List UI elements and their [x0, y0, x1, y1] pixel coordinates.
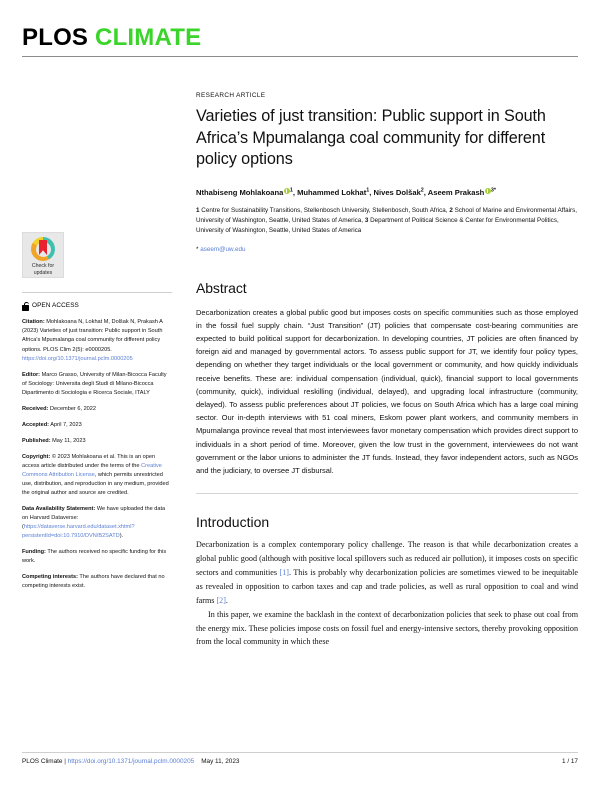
article-type-kicker: RESEARCH ARTICLE — [196, 92, 266, 99]
open-lock-icon — [22, 302, 29, 311]
crossmark-ring-icon — [31, 237, 55, 261]
accepted-block — [22, 421, 172, 430]
accepted-label: Accepted: — [22, 421, 50, 428]
copyright-text-b: , which permits unrestricted use, distribution, and reproduction in any medium, provided the original author and source are credited. — [22, 471, 169, 497]
author-affil-marker-1: 1 — [289, 187, 293, 194]
intro-p1-part-b: . This is probably why decarbonization policies are sometimes viewed to be inequitable as revealed in opposition to carbon taxes and cap and trade policies, as well as rural opposition to coal and wind farms — [196, 567, 579, 605]
affiliation-text-1: Centre for Sustainability Transitions, Stellenbosch University, Stellenbosch, South Africa, — [201, 207, 448, 215]
corresponding-author — [196, 246, 578, 253]
license-link[interactable]: Creative Commons Attribution License — [22, 462, 162, 478]
funding-label: Funding: — [22, 549, 46, 556]
funding-text: The authors received no specific funding for this work. — [22, 549, 167, 565]
published-label: Published: — [22, 437, 51, 444]
orcid-icon[interactable] — [485, 188, 491, 194]
affiliation-text-3: Department of Political Science & Center for Environmental Politics, University of Washington, Seattle, United States of America — [196, 217, 559, 235]
competing-interests-text: The authors have declared that no competing interests exist. — [22, 574, 165, 590]
affiliations — [196, 206, 578, 237]
accepted-value: April 7, 2023 — [49, 421, 82, 428]
metadata-sidebar — [22, 232, 172, 599]
citation-label: Citation: — [22, 319, 45, 326]
funding-block — [22, 548, 172, 566]
copyright-text-a: © 2023 Mohlakoana et al. This is an open access article distributed under the terms of the — [22, 453, 156, 469]
intro-paragraph-1 — [196, 538, 578, 608]
copyright-label: Copyright: — [22, 453, 51, 460]
masthead-divider — [22, 56, 578, 57]
author-name-4[interactable]: Aseem Prakash — [427, 188, 485, 198]
editor-block — [22, 371, 172, 398]
crossmark-badge[interactable] — [22, 232, 64, 278]
corresponding-star: * — [196, 245, 199, 253]
author-list: Nthabiseng Mohlakoana $^1$, Muhammed Lokhat$^1$, Nives Dolšak$^2$, Aseem Prakash $^{3*}$ — [196, 187, 496, 198]
data-availability-text-a: We have uploaded the data on Harvard Dataverse:( — [22, 506, 166, 531]
editor-label: Editor: — [22, 371, 41, 378]
footer-divider — [22, 752, 578, 753]
introduction-text — [196, 538, 578, 649]
footer-journal-name: PLOS Climate — [22, 758, 63, 765]
author-name-2[interactable]: Muhammed Lokhat — [297, 188, 367, 198]
published-value: May 11, 2023 — [50, 437, 86, 444]
page-footer — [22, 752, 578, 765]
sidebar-divider — [22, 292, 172, 293]
logo-plos-text: PLOS — [22, 24, 89, 51]
citation-block — [22, 318, 172, 363]
page-title: Varieties of just transition: Public support in South Africa’s Mpumalanga coal community for different policy options — [196, 107, 546, 169]
abstract-text: Decarbonization creates a global public good but imposes costs on specific communities such as those employed in the fossil fuel supply chain. “Just Transition” (JT) policies that compensate cost-bearing communities are expected to build political support for decarbonization. In developing countries, JT policies are often financed by foreign aid and managed by governmental actors. To assess public support for JT, we identify four policy types, depending on whether they target individuals or the local government or community, and how quickly individuals receive benefits. These are: individual compensation (individual, quick), financial support to local governments (community, quick), individual reskilling (individual, delayed), and upgrading local infrastructure (community, delayed). To assess public preferences about JT policies, we focus on South Africa which has a large coal mining sector. Our in-depth interviews with 51 coal miners, Eskom power plant workers, and community members in Mpumalanga province reveal that most interviewees favor monetary compensation which provides direct support to individuals in a short period of time. Moreover, given the low trust in the government, interviewees do not want government or the labor unions to administer the JT funds. Instead, they favor independent actors, such as NGOs and the judiciary, to oversee JT disbursal. — [196, 307, 578, 475]
published-block — [22, 437, 172, 446]
author-affil-marker-3: 2 — [420, 187, 424, 194]
orcid-icon[interactable] — [284, 188, 290, 194]
citation-text: Mohlakoana N, Lokhat M, Dolšak N, Prakash A (2023) Varieties of just transition: Public support in South Africa’s Mpumalanga coal community for different policy options. PLOS Clim 2(5): e0000205. — [22, 319, 163, 353]
data-availability-block — [22, 505, 172, 541]
received-value: December 6, 2022 — [48, 405, 97, 412]
reference-link-2[interactable]: [2] — [216, 595, 226, 605]
author-affil-marker-2: 1 — [366, 187, 370, 194]
footer-separator: | — [62, 758, 68, 765]
received-block — [22, 405, 172, 414]
plos-climate-logo[interactable] — [22, 26, 578, 50]
footer-doi-link[interactable]: https://doi.org/10.1371/journal.pclm.0000205 — [67, 758, 195, 765]
corresponding-email-link[interactable]: aseem@uw.edu — [200, 245, 246, 253]
open-access-badge — [22, 301, 172, 311]
intro-paragraph-2: In this paper, we examine the backlash in the context of decarbonization policies that seek to phase out coal from the energy mix. These policies impose costs on fossil fuel and energy-intensive sectors, thereby provoking opposition from the local community in which these — [196, 609, 578, 647]
logo-climate-text: CLIMATE — [95, 24, 202, 51]
abstract-heading: Abstract — [196, 279, 247, 296]
author-name-3[interactable]: Nives Dolšak — [373, 188, 421, 198]
abstract-divider — [196, 493, 578, 494]
footer-citation — [22, 758, 239, 765]
received-label: Received: — [22, 405, 49, 412]
intro-p1-part-c: . — [225, 595, 228, 605]
crossmark-bookmark-icon — [39, 240, 47, 255]
copyright-block — [22, 453, 172, 498]
dataverse-link[interactable]: https://dataverse.harvard.edu/dataset.xhtml?persistentId=doi:10.7910/DVN/B2SATD — [22, 524, 135, 540]
editor-text: Marco Grasso, University of Milan-Bicocca Faculty of Sociology: Universita degli Studi di Milano-Bicocca Dipartimento di Sociologia e Ricerca Sociale, ITALY — [22, 371, 167, 396]
footer-date: May 11, 2023 — [201, 758, 240, 765]
affiliation-text-2: School of Marine and Environmental Affairs, University of Washington, Seattle, United States of America, — [196, 207, 577, 225]
data-availability-label: Data Availability Statement: — [22, 506, 96, 513]
author-name-1[interactable]: Nthabiseng Mohlakoana — [196, 188, 284, 198]
citation-doi-link[interactable]: https://doi.org/10.1371/journal.pclm.0000205 — [22, 355, 133, 362]
affiliation-num-2: 2 — [449, 207, 453, 215]
article-main-column — [196, 92, 578, 649]
data-availability-text-b: ). — [119, 533, 124, 540]
competing-interests-label: Competing interests: — [22, 574, 78, 581]
open-access-label: OPEN ACCESS — [32, 302, 79, 309]
reference-link-1[interactable]: [1] — [279, 567, 289, 577]
journal-masthead — [22, 26, 578, 57]
introduction-heading: Introduction — [196, 514, 270, 531]
affiliation-num-1: 1 — [196, 207, 200, 215]
competing-interests-block — [22, 573, 172, 591]
crossmark-label: Check for updates — [31, 263, 55, 276]
author-affil-marker-4: 3* — [490, 187, 496, 194]
page-number: 1 / 17 — [562, 758, 578, 765]
intro-p1-part-a: Decarbonization is a complex contemporary policy challenge. The reason is that while decarbonization creates a global public good (although with positive local spillovers such as reduced air pollution), it imposes costs on specific sectors and communities — [196, 540, 578, 577]
affiliation-num-3: 3 — [364, 217, 369, 225]
